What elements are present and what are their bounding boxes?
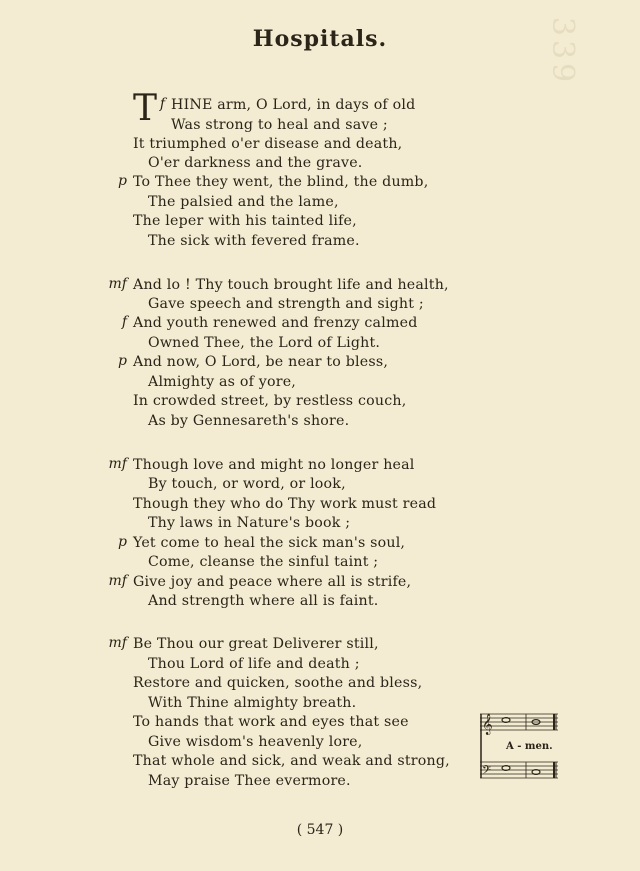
verse-line: Come, cleanse the sinful taint ;	[148, 554, 379, 570]
page-title: Hospitals.	[252, 26, 388, 52]
dynamic-marking: mf	[108, 635, 127, 651]
svg-text:𝄢: 𝄢	[482, 764, 492, 780]
verse-line: Restore and quicken, soothe and bless,	[133, 675, 423, 691]
verse-line: Give joy and peace where all is strife,	[133, 574, 412, 590]
verse-line: O'er darkness and the grave.	[148, 155, 363, 171]
verse-line: Though love and might no longer heal	[133, 457, 415, 473]
dynamic-marking: mf	[108, 456, 127, 472]
verse-line: Gave speech and strength and sight ;	[148, 296, 424, 312]
verse-line: To Thee they went, the blind, the dumb,	[133, 174, 429, 190]
verse-line: And lo ! Thy touch brought life and health,	[133, 277, 449, 293]
dynamic-marking: f	[121, 314, 127, 330]
dynamic-marking: mf	[108, 573, 127, 589]
verse-line: HINE arm, O Lord, in days of old	[171, 97, 416, 113]
verse-line: Give wisdom's heavenly lore,	[148, 734, 363, 750]
verse-line: Was strong to heal and save ;	[171, 117, 388, 133]
verse-line: And now, O Lord, be near to bless,	[133, 354, 389, 370]
verse-line: May praise Thee evermore.	[148, 773, 351, 789]
amen-label: A - men.	[506, 741, 553, 752]
dynamic-marking: p	[118, 353, 127, 369]
verse-line: As by Gennesareth's shore.	[148, 413, 350, 429]
verse-line: It triumphed o'er disease and death,	[133, 136, 403, 152]
verse-line: By touch, or word, or look,	[148, 476, 346, 492]
svg-text:𝄞: 𝄞	[482, 714, 493, 735]
verse-line: The sick with fevered frame.	[148, 233, 360, 249]
verse-line: The palsied and the lame,	[148, 194, 339, 210]
verse-line: With Thine almighty breath.	[148, 695, 357, 711]
verse-line: Though they who do Thy work must read	[133, 496, 437, 512]
verse-line: Almighty as of yore,	[148, 374, 297, 390]
dynamic-marking: p	[118, 534, 127, 550]
verse-line: And strength where all is faint.	[148, 593, 379, 609]
verse-line: The leper with his tainted life,	[133, 213, 357, 229]
bleed-through-text: 339	[545, 16, 581, 87]
verse-line: Owned Thee, the Lord of Light.	[148, 335, 381, 351]
dynamic-marking: p	[118, 173, 127, 189]
verse-line: Thou Lord of life and death ;	[148, 656, 360, 672]
verse-line: In crowded street, by restless couch,	[133, 393, 407, 409]
dynamic-marking: f	[159, 96, 165, 112]
drop-cap: T	[133, 88, 158, 129]
verse-line: Yet come to heal the sick man's soul,	[133, 535, 406, 551]
verse-line: Thy laws in Nature's book ;	[148, 515, 351, 531]
verse-line: That whole and sick, and weak and strong,	[133, 753, 450, 769]
verse-line: To hands that work and eyes that see	[133, 714, 409, 730]
dynamic-marking: mf	[108, 276, 127, 292]
verse-line: And youth renewed and frenzy calmed	[133, 315, 418, 331]
page-number: ( 547 )	[296, 822, 344, 838]
verse-line: Be Thou our great Deliverer still,	[133, 636, 379, 652]
